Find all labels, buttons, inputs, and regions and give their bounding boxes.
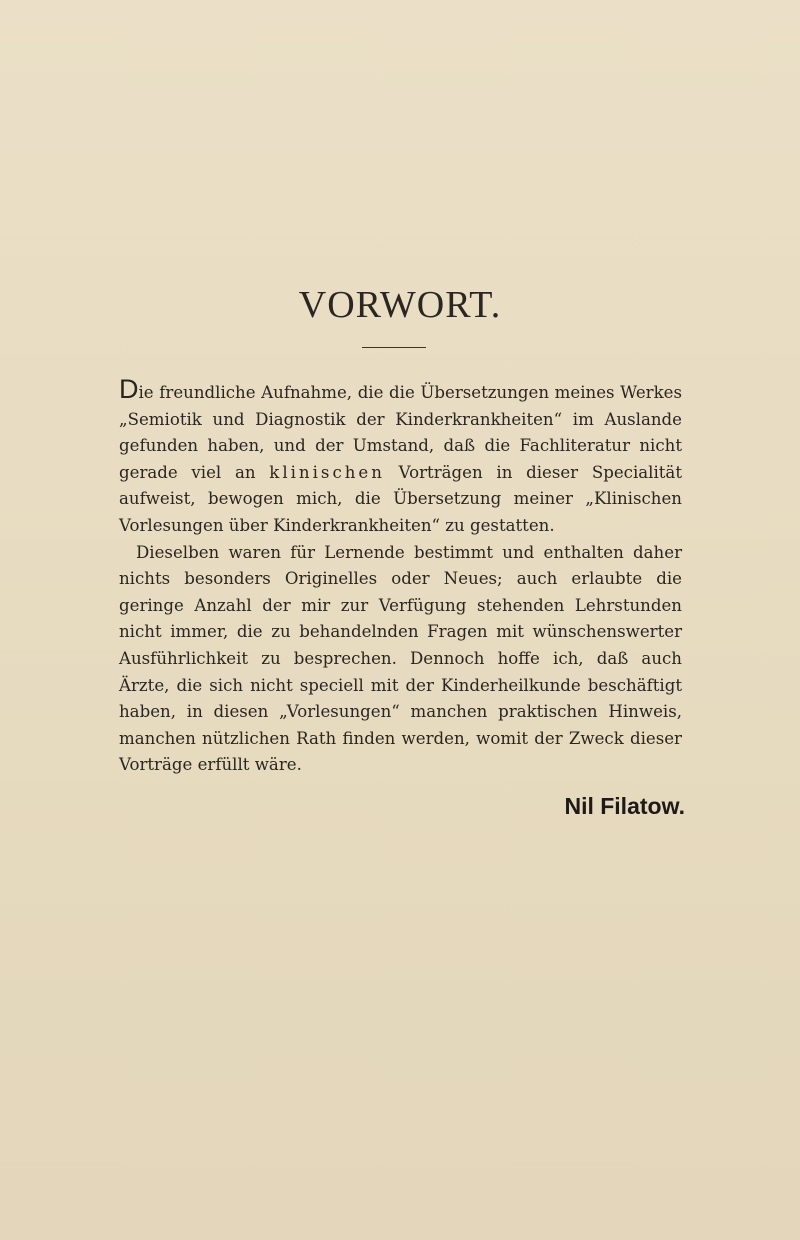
paragraph-1 [119, 376, 682, 540]
paragraph-1-lead: ie freundliche Aufnahme, die die Übersetzungen meines Werkes „Semiotik und Diagnostik der Kinderkrankheiten“ im Auslande gefunden haben, und der Umstand, daß die Fachliteratur nicht gerade viel an [119, 383, 682, 482]
preface-text [119, 376, 682, 779]
author-signature: Nil Filatow. [564, 793, 685, 819]
paragraph-1-emphasis: klinischen [269, 462, 385, 482]
paragraph-2: Dieselben waren für Lernende bestimmt und enthalten daher nichts besonders Originelles oder Neues; auch erlaubte die geringe Anzahl der mir zur Verfügung stehenden Lehrstunden nicht immer, die zu behandelnden Fragen mit wünschenswerter Ausführlichkeit zu besprechen. Dennoch hoffe ich, daß auch Ärzte, die sich nicht speciell mit der Kinderheilkunde beschäftigt haben, in diesen „Vorlesungen“ manchen praktischen Hinweis, manchen nützlichen Rath finden werden, womit der Zweck dieser Vorträge erfüllt wäre. [119, 542, 682, 775]
title-divider [362, 347, 426, 348]
page-title: VORWORT. [298, 284, 502, 326]
initial-letter: D [119, 374, 139, 404]
paragraph-1-rest: Vorträgen in dieser Specialität aufweist, bewogen mich, die Übersetzung meiner „Klinischen Vorlesungen über Kinderkrankheiten“ zu gestatten. [119, 462, 682, 535]
